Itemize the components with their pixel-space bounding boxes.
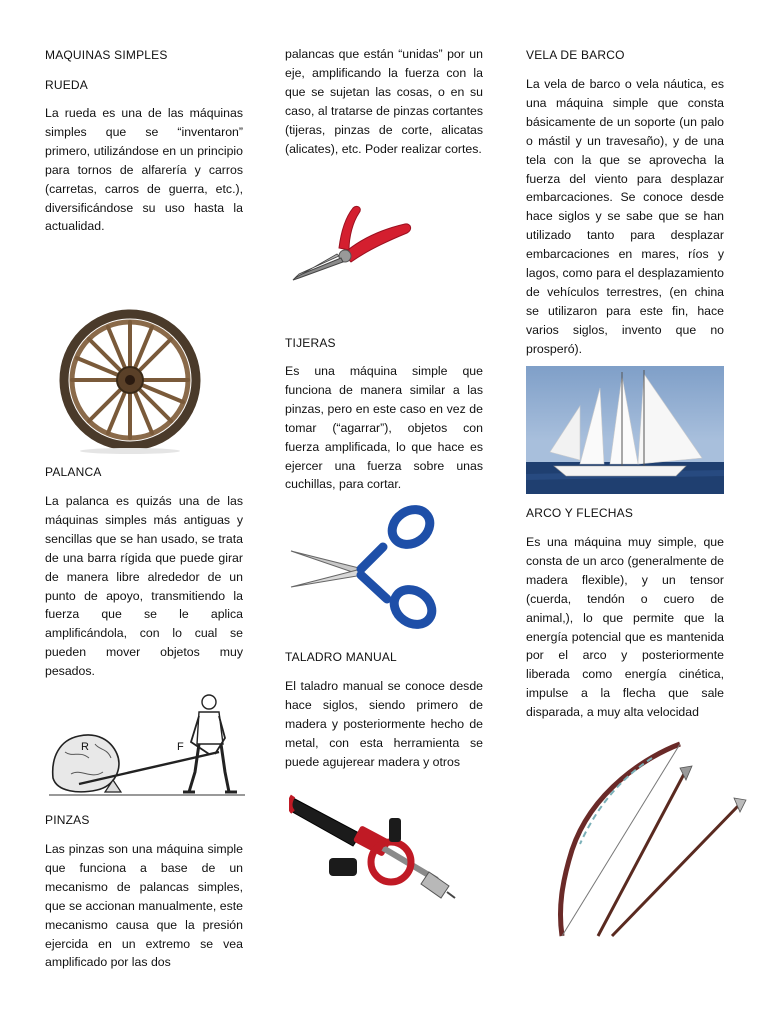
paragraph-palanca: La palanca es quizás una de las máquinas simples más antiguas y sencillas que se han usado, se trata de una barra rígida que puede girar de manera libre alrededor de un punto de apoyo, transmitiendo la fuerza que se le aplica amplificándola, con lo cual se pueden mover objetos muy pesados. <box>45 494 243 679</box>
heading-pinzas: PINZAS <box>45 813 90 827</box>
lever-illustration <box>49 688 245 800</box>
heading-arco: ARCO Y FLECHAS <box>526 506 634 520</box>
heading-taladro: TALADRO MANUAL <box>285 650 397 664</box>
lever-label-f: F <box>177 741 184 753</box>
document-title: MAQUINAS SIMPLES <box>45 48 168 62</box>
paragraph-vela: La vela de barco o vela náutica, es una máquina simple que consta básicamente de un soporte (un palo o mástil y un travesaño), y de una tela con la que se aprovecha la fuerza del viento para desplazar embarcaciones. Se conoce desde hace siglos y se sabe que se han utilizado tanto para desplazar embarcaciones en mares, ríos y lagos, como para el desplazamiento de vehículos terrestres, (en china se utilizaron para este fin, hace varios siglos, invento que no prosperó). <box>526 77 724 356</box>
paragraph-taladro: El taladro manual se conoce desde hace siglos, siendo primero de madera y posteriormente hecho de metal, con esta herramienta se puede agujerear madera y otros <box>285 679 483 769</box>
paragraph-rueda: La rueda es una de las máquinas simples que se “inventaron” primero, utilizándose en un principio para tornos de alfarería y carros (carretas, carros de guerra, etc.), diversificándose su uso hasta la actualidad. <box>45 106 243 234</box>
heading-tijeras: TIJERAS <box>285 336 336 350</box>
paragraph-pinzas-continued: palancas que están “unidas” por un eje, amplificando la fuerza con la que se sujetan las cosas, o en su caso, al tratarse de pinzas cortantes (tijeras, pinzas de corte, alicatas (alicates), etc. Poder realizar cortes. <box>285 47 483 156</box>
pliers-image <box>287 196 415 292</box>
heading-vela: VELA DE BARCO <box>526 48 625 62</box>
heading-rueda: RUEDA <box>45 78 89 92</box>
paragraph-pinzas: Las pinzas son una máquina simple que funciona a base de un mecanismo de palancas simples, que se accionan manualmente, este mecanismo causa que la presión ejercida en un extremo se vea amplificado por las dos <box>45 842 243 970</box>
wagon-wheel-image <box>50 305 210 457</box>
hand-drill-image <box>289 788 457 916</box>
bow-and-arrows-image <box>552 740 752 940</box>
scissors-image <box>287 503 437 633</box>
lever-label-r: R <box>81 741 89 753</box>
heading-palanca: PALANCA <box>45 465 102 479</box>
sailboat-image <box>526 366 724 494</box>
paragraph-tijeras: Es una máquina simple que funciona de manera similar a las pinzas, pero en este caso en vez de tomar (“agarrar”), objetos con fuerza amplificada, lo que hace es ejercer una fuerza sobre unas cuchillas, para cortar. <box>285 364 483 492</box>
paragraph-arco: Es una máquina muy simple, que consta de un arco (generalmente de madera flexible), y un tensor (cuerda, tendón o cuero de animal,), lo que permite que la energía potencial que es mantenida por el arco y posteriormente liberada como energía cinética, impulse a la flecha que sale disparada, a muy alta velocidad <box>526 535 724 720</box>
